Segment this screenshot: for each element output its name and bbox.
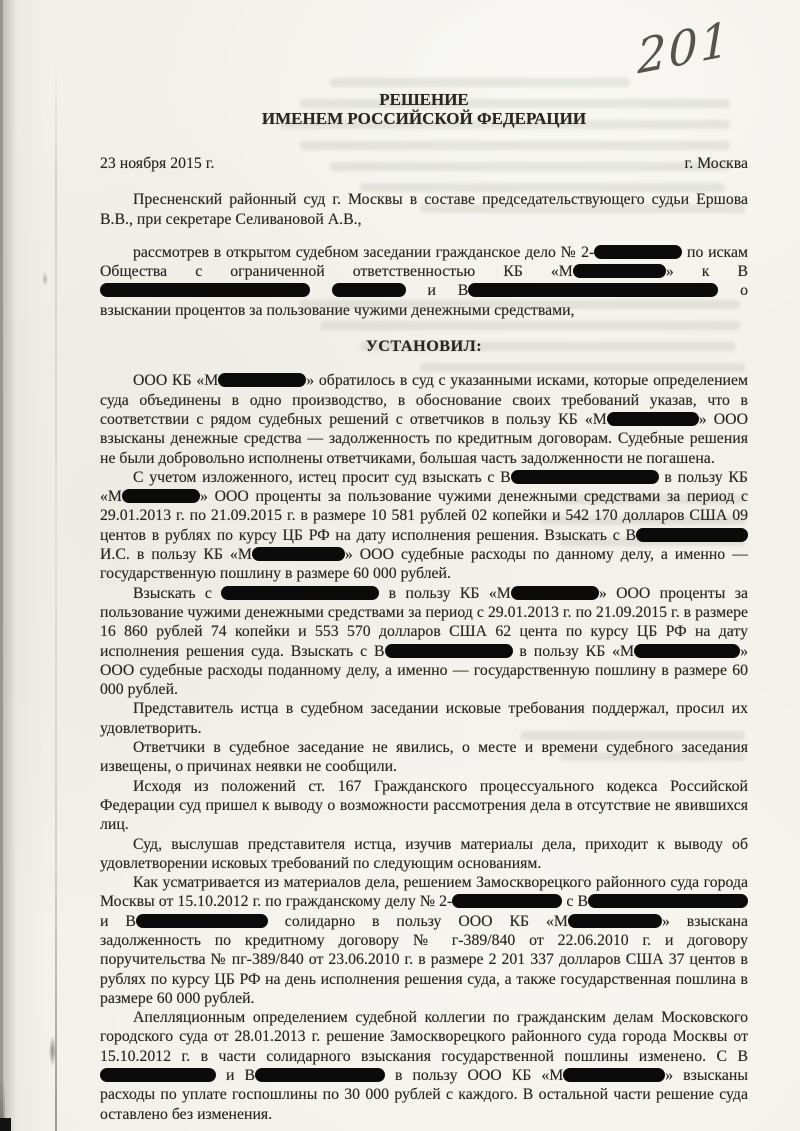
- paragraph: Ответчики в судебное заседание не явились, о месте и времени судебного заседания извещены, о причинах неявки не сообщили.: [100, 739, 748, 776]
- paragraph: Представитель истца в судебном заседании исковые требования поддержал, просил их удовлетворить.: [100, 700, 748, 737]
- redaction-bar: [255, 1068, 385, 1082]
- redaction-bar: [122, 489, 200, 503]
- intro-paragraphs: [100, 190, 748, 320]
- paper-crease: [55, 55, 57, 1131]
- ink-smudge: [49, 1036, 56, 1066]
- paragraph: С учетом изложенного, истец просит суд взыскать с В в пользу КБ «М » ООО проценты за пользование чужими денежными средствами за период с 29.01.2013 г. по 21.09.2015 г. в размере 10 581 рублей 02 копейки и 542 170 долларов США 09 центов в рублях по курсу ЦБ РФ на дату исполнения решения. Взыскать с В И.С. в пользу КБ «М » ООО судебные расходы по данному делу, а именно — государственную пошлину в размере 60 000 рублей.: [100, 468, 749, 583]
- redaction-bar: [252, 547, 345, 561]
- paragraph: ООО КБ «М » обратилось в суд с указанными исками, которые определением суда объединены в одно производство, в обоснование своих требований указав, что в соответствии с рядом судебных решений с ответчиков в пользу КБ «М » ООО взысканы денежные средства — задолженность по кредитным договорам. Судебные решения не были добровольно исполнены ответчиками, большая часть задолженности не погашена.: [100, 372, 748, 467]
- redaction-bar: [511, 470, 659, 484]
- redaction-bar: [568, 914, 662, 928]
- redaction-bar: [594, 245, 682, 259]
- decision-date: 23 ноября 2015 г.: [100, 155, 215, 172]
- paragraph: Пресненский районный суд г. Москвы в составе председательствующего судьи Ершова В.В., при секретаре Селивановой А.В.,: [100, 191, 748, 228]
- redaction-bar: [221, 586, 379, 600]
- redaction-bar: [588, 894, 748, 908]
- redaction-bar: [573, 264, 666, 278]
- redaction-bar: [218, 373, 306, 387]
- document-body: [100, 90, 748, 1124]
- decision-city: г. Москва: [684, 155, 748, 172]
- decision-subtitle: ИМЕНЕМ РОССИЙСКОЙ ФЕДЕРАЦИИ: [261, 109, 587, 128]
- ink-speck: [42, 272, 48, 286]
- redaction-bar: [468, 283, 718, 297]
- body-paragraphs: [100, 371, 748, 1124]
- paragraph: Как усматривается из материалов дела, решением Замоскворецкого районного суда города Москвы от 15.10.2012 г. по гражданскому делу № 2- с В и В солидарно в пользу ООО КБ «М » взыскана задолженность по кредитному договору № г-389/840 от 22.06.2010 г. и договору поручительства № пг-389/840 от 23.06.2010 г. в размере 2 201 337 долларов США 37 центов в рублях по курсу ЦБ РФ на день исполнения решения суда, а также государственная пошлина в размере 60 000 рублей.: [100, 874, 748, 1007]
- redaction-bar: [634, 644, 740, 658]
- paragraph: Суд, выслушав представителя истца, изучив материалы дела, приходит к выводу об удовлетворении исковых требований по следующим основаниям.: [100, 835, 748, 872]
- scan-edge-shadow: [3, 0, 16, 1131]
- paragraph: Исходя из положений ст. 167 Гражданского процессуального кодекса Российской Федерации суд пришел к выводу о возможности рассмотрения дела в отсутствие не явившихся лиц.: [100, 777, 748, 834]
- redaction-bar: [332, 283, 406, 297]
- paragraph: Взыскать с в пользу КБ «М » ООО проценты за пользование чужими денежными средствами за период с 29.01.2013 г. по 21.09.2015 г. в размере 16 860 рублей 74 копейки и 553 570 долларов США 62 цента по курсу ЦБ РФ на дату исполнения решения суда. Взыскать с В в пользу КБ «М » ООО судебные расходы поданному делу, а именно — государственную пошлину в размере 60 000 рублей.: [100, 584, 748, 699]
- bleedthrough-mark: [330, 78, 630, 87]
- redaction-bar: [511, 586, 599, 600]
- redaction-bar: [607, 412, 699, 426]
- corner-smudge: [0, 1078, 5, 1118]
- redaction-bar: [385, 644, 513, 658]
- redaction-bar: [136, 914, 268, 928]
- redaction-bar: [100, 283, 310, 297]
- redaction-bar: [100, 1068, 216, 1082]
- section-heading-ustanovil: УСТАНОВИЛ:: [365, 337, 483, 356]
- redaction-bar: [563, 1068, 665, 1082]
- dateline: [100, 154, 748, 173]
- paragraph: Апелляционным определением судебной коллегии по гражданским делам Московского городского суда от 28.01.2013 г. решение Замоскворецкого районного суда города Москвы от 15.10.2012 г. в части солидарного взыскания государственной пошлины изменено. С В и В в пользу ООО КБ «М » взысканы расходы по уплате госпошлины по 30 000 рублей с каждого. В остальной части решение суда оставлено без изменения.: [100, 1009, 749, 1123]
- scan-corner-artifact: [0, 1118, 11, 1131]
- redaction-bar: [452, 894, 562, 908]
- handwritten-page-number: 201: [636, 11, 732, 86]
- paragraph: рассмотрев в открытом судебном заседании гражданское дело № 2- по искам Общества с ограниченной ответственностью КБ «М » к В и В о взыскании процентов за пользование чужими денежными средствами,: [100, 243, 748, 319]
- decision-title: РЕШЕНИЕ: [379, 90, 469, 109]
- redaction-bar: [636, 528, 748, 542]
